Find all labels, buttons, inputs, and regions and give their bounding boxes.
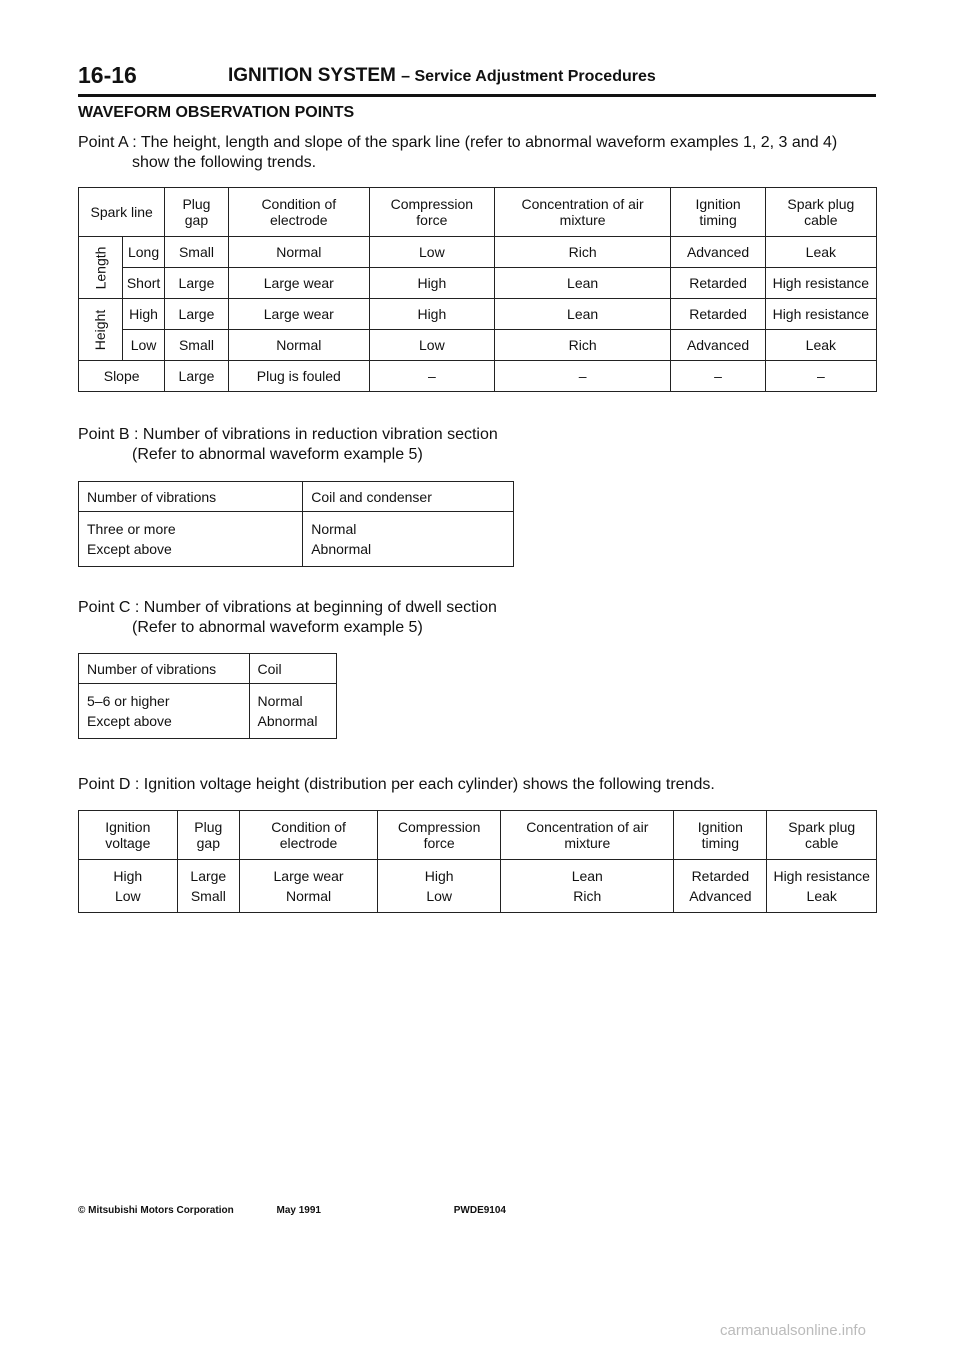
table-cell: – [671,361,765,392]
table-cell: – [369,361,494,392]
footer-copyright: © Mitsubishi Motors Corporation [78,1205,234,1216]
table-header-cell: Concentration of air mixture [501,811,674,860]
table-cell: Small [165,237,228,268]
table-cell: Normal [228,330,369,361]
table-header-cell: Plug gap [165,188,228,237]
system-title: IGNITION SYSTEM [228,65,396,86]
table-header-cell: Concentration of air mixture [494,188,671,237]
table-cell: Leak [765,330,876,361]
table-header-cell: Compression force [378,811,501,860]
table-row [79,268,877,299]
table-cell: Large wear [228,299,369,330]
table-cell [79,860,178,913]
cell-line: Except above [87,541,172,557]
table-row [79,860,877,913]
table-header-cell: Compression force [369,188,494,237]
table-cell: Low [369,237,494,268]
table-cell: Normal [228,237,369,268]
table-header-row [79,482,514,512]
table-row [79,330,877,361]
cell-line: Retarded [691,868,750,884]
table-header-cell: Ignition timing [671,188,765,237]
table-row [79,299,877,330]
page-header [78,62,876,97]
watermark: carmanualsonline.info [720,1322,866,1339]
table-cell: – [765,361,876,392]
point-a-text [78,133,837,173]
page-title [228,65,656,87]
point-a-line2: show the following trends. [132,154,317,171]
table-cell: Lean [494,268,671,299]
table-row [79,684,337,739]
section-title: WAVEFORM OBSERVATION POINTS [78,104,355,121]
table-cell: Leak [765,237,876,268]
table-header-cell: Number of vibrations [79,654,250,684]
cell-line: Large wear [273,868,344,884]
point-b-line2: (Refer to abnormal waveform example 5) [132,446,423,463]
table-cell: – [494,361,671,392]
table-cell: Long [122,237,164,268]
table-cell: Rich [494,237,671,268]
table-cell: Low [369,330,494,361]
table-header-cell: Coil and condenser [303,482,514,512]
table-cell: High resistance [765,299,876,330]
cell-line: Low [426,888,452,904]
reduction-vibration-table [78,481,514,567]
cell-line: Normal [285,888,332,904]
table-cell: Retarded [671,268,765,299]
cell-line: High [424,868,454,884]
table-row [79,512,514,567]
table-cell: Plug is fouled [228,361,369,392]
table-cell: Advanced [671,237,765,268]
table-cell: Short [122,268,164,299]
table-cell [767,860,877,913]
table-cell: Lean [494,299,671,330]
cell-line: Low [114,888,141,904]
table-cell: High resistance [765,268,876,299]
table-cell [303,512,514,567]
table-cell: Large [165,299,228,330]
footer-code: PWDE9104 [453,1205,506,1216]
table-cell: Slope [79,361,165,392]
group-label-cell [79,237,123,299]
cell-line: Normal [257,693,303,709]
point-d-line1: Point D : Ignition voltage height (distribution per each cylinder) shows the following trends. [78,776,715,793]
spark-line-table [78,187,877,392]
point-c-line1: Point C : Number of vibrations at beginning of dwell section [78,599,497,616]
cell-line: 5–6 or higher [87,693,170,709]
cell-line: Advanced [689,888,752,904]
cell-line: Normal [311,521,357,537]
table-row [79,237,877,268]
table-header-cell: Ignition voltage [79,811,178,860]
table-cell: High [369,268,494,299]
table-cell: Advanced [671,330,765,361]
cell-line: Leak [806,888,837,904]
table-cell [79,684,250,739]
table-cell: Low [122,330,164,361]
table-header-row [79,654,337,684]
table-header-cell: Spark plug cable [767,811,877,860]
table-row [79,361,877,392]
dwell-vibration-table [78,653,337,739]
cell-line: Small [190,888,226,904]
table-cell: Small [165,330,228,361]
table-cell: Large wear [228,268,369,299]
point-b-line1: Point B : Number of vibrations in reduction vibration section [78,426,498,443]
page-subtitle: – Service Adjustment Procedures [401,68,656,85]
table-header-cell: Condition of electrode [240,811,378,860]
table-cell [240,860,378,913]
table-cell: High [369,299,494,330]
table-header-cell: Spark plug cable [765,188,876,237]
table-cell [674,860,767,913]
cell-line: Rich [573,888,602,904]
table-cell [378,860,501,913]
table-cell [501,860,674,913]
table-header-cell: Number of vibrations [79,482,303,512]
table-cell: Large [165,268,228,299]
table-cell: High [122,299,164,330]
cell-line: Abnormal [257,713,318,729]
point-a-line1: Point A : The height, length and slope of the spark line (refer to abnormal waveform examples 1, 2, 3 and 4) [78,134,838,151]
table-cell: Retarded [671,299,765,330]
table-header-cell: Coil [249,654,336,684]
point-d-text [78,775,715,795]
cell-line: Abnormal [311,541,372,557]
table-cell [79,512,303,567]
point-c-line2: (Refer to abnormal waveform example 5) [132,619,423,636]
table-header-cell: Ignition timing [674,811,767,860]
table-cell [177,860,239,913]
table-header-cell: Plug gap [177,811,239,860]
table-header-cell: Condition of electrode [228,188,369,237]
group-label-cell [79,299,123,361]
group-label-height: Height [92,309,109,350]
table-header-row [79,811,877,860]
table-cell: Rich [494,330,671,361]
cell-line: High [113,868,143,884]
point-c-text [78,598,497,638]
point-b-text [78,425,498,465]
cell-line: Three or more [87,521,176,537]
cell-line: Except above [87,713,172,729]
group-label-length: Length [92,246,109,289]
page-number: 16-16 [78,62,137,88]
table-cell [249,684,336,739]
footer-date: May 1991 [276,1205,321,1216]
cell-line: High resistance [773,868,870,884]
table-header-cell: Spark line [79,188,165,237]
cell-line: Large [190,868,227,884]
ignition-voltage-table [78,810,877,913]
table-header-row [79,188,877,237]
table-cell: Large [165,361,228,392]
cell-line: Lean [571,868,603,884]
page-footer [78,1205,546,1216]
